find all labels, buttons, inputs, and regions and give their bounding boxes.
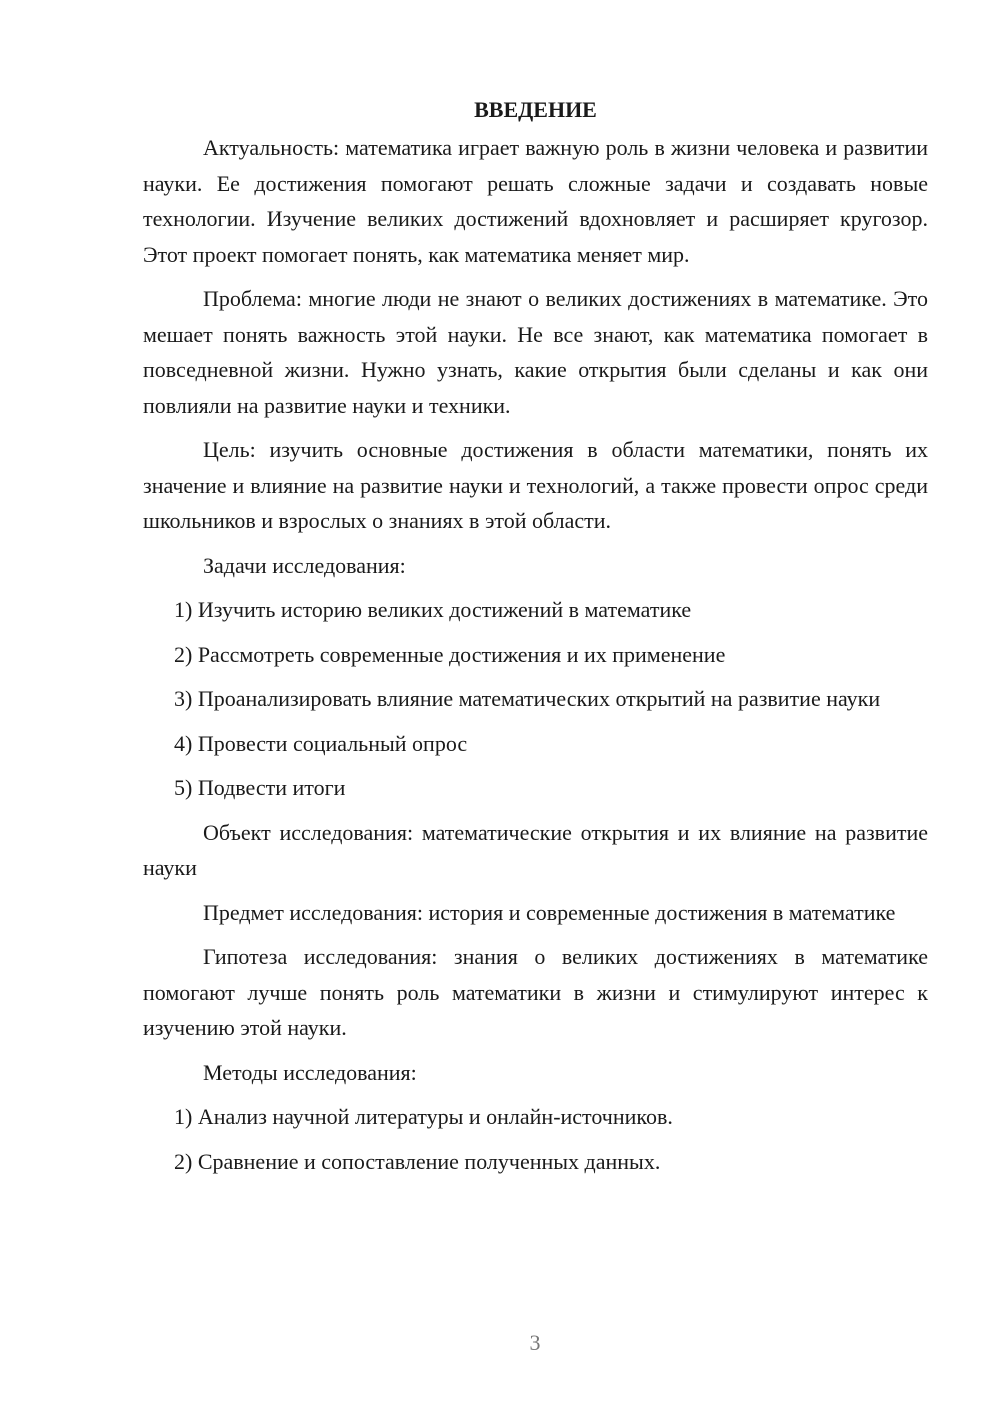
task-item: 5) Подвести итоги [174,775,346,800]
page-number: 3 [529,1330,541,1355]
task-item: 1) Изучить историю великих достижений в математике [174,597,692,622]
task-item: 2) Рассмотреть современные достижения и их применение [174,641,726,667]
problem-paragraph: Проблема: многие люди не знают о великих достижениях в математике. Это мешает понять важность этой науки. Не все знают, как математика помогает в повседневной жизни. Нужно узнать, какие открытия были сделаны и как они повлияли на развитие науки и техники. [143,286,928,418]
task-item: 4) Провести социальный опрос [174,730,468,756]
method-item: 1) Анализ научной литературы и онлайн-источников. [174,1104,673,1129]
hypothesis-paragraph: Гипотеза исследования: знания о великих достижениях в математике помогают лучше понять роль математики в жизни и стимулируют интерес к изучению этой науки. [143,944,928,1040]
object-paragraph: Объект исследования: математические открытия и их влияние на развитие науки [143,819,928,880]
document-page [143,92,928,1188]
relevance-paragraph: Актуальность: математика играет важную роль в жизни человека и развитии науки. Ее достижения помогают решать сложные задачи и создавать новые технологии. Изучение великих достижений вдохновляет и расширяет кругозор. Этот проект помогает понять, как математика меняет мир. [143,135,928,267]
goal-paragraph: Цель: изучить основные достижения в области математики, понять их значение и влияние на развитие науки и технологий, а также провести опрос среди школьников и взрослых о знаниях в этой области. [143,437,928,533]
page-title: ВВЕДЕНИЕ [474,97,597,122]
tasks-heading: Задачи исследования: [203,552,406,578]
methods-heading: Методы исследования: [203,1059,417,1085]
method-item: 2) Сравнение и сопоставление полученных данных. [174,1148,661,1174]
subject-paragraph: Предмет исследования: история и современные достижения в математике [203,899,896,925]
task-item: 3) Проанализировать влияние математических открытий на развитие науки [174,686,881,711]
